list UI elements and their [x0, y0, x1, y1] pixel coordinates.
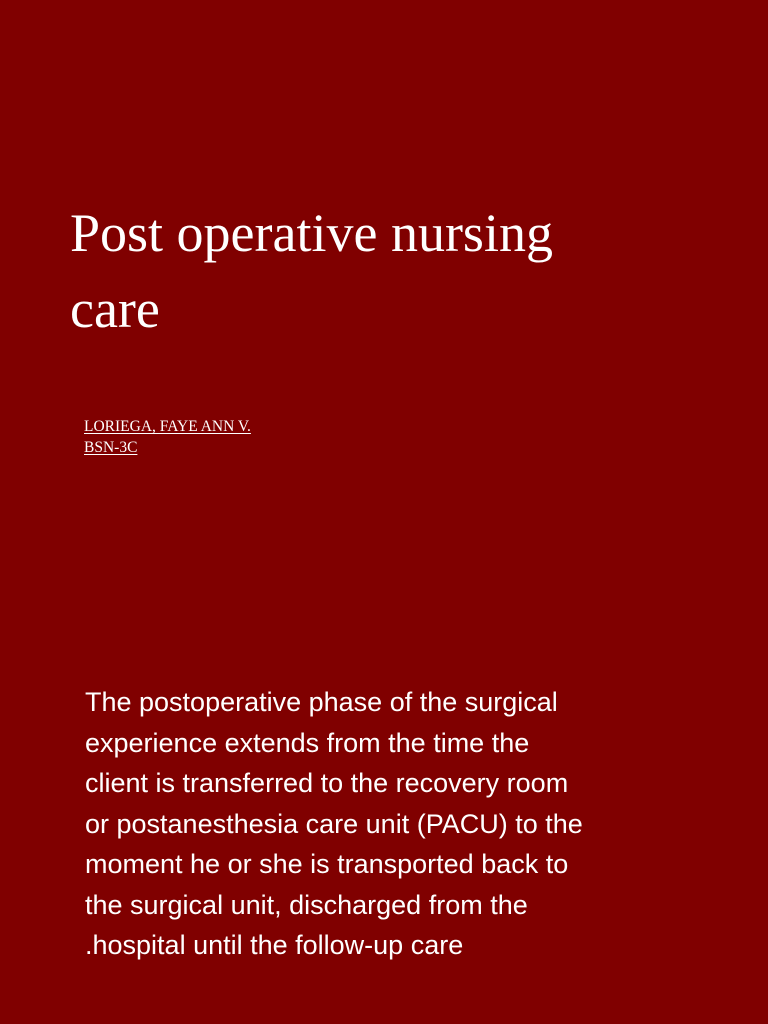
author-block — [84, 416, 251, 458]
body-line-7: .hospital until the follow-up care — [85, 930, 464, 960]
body-line-4: or postanesthesia care unit (PACU) to the — [85, 808, 583, 839]
slide-title-line-1: Post operative nursing — [70, 203, 553, 263]
author-section: BSN-3C — [84, 439, 138, 456]
body-line-3: client is transferred to the recovery room — [85, 768, 569, 798]
body-line-2: experience extends from the time the — [85, 727, 530, 758]
body-line-1: The postoperative phase of the surgical — [85, 687, 558, 717]
slide-title-line-2: care — [70, 279, 160, 339]
body-paragraph — [85, 682, 685, 966]
body-line-6: the surgical unit, discharged from the — [85, 889, 528, 920]
slide-title — [70, 195, 710, 347]
body-line-5: moment he or she is transported back to — [85, 849, 569, 879]
content-slide — [0, 512, 768, 1024]
author-name: LORIEGA, FAYE ANN V. — [84, 418, 251, 435]
